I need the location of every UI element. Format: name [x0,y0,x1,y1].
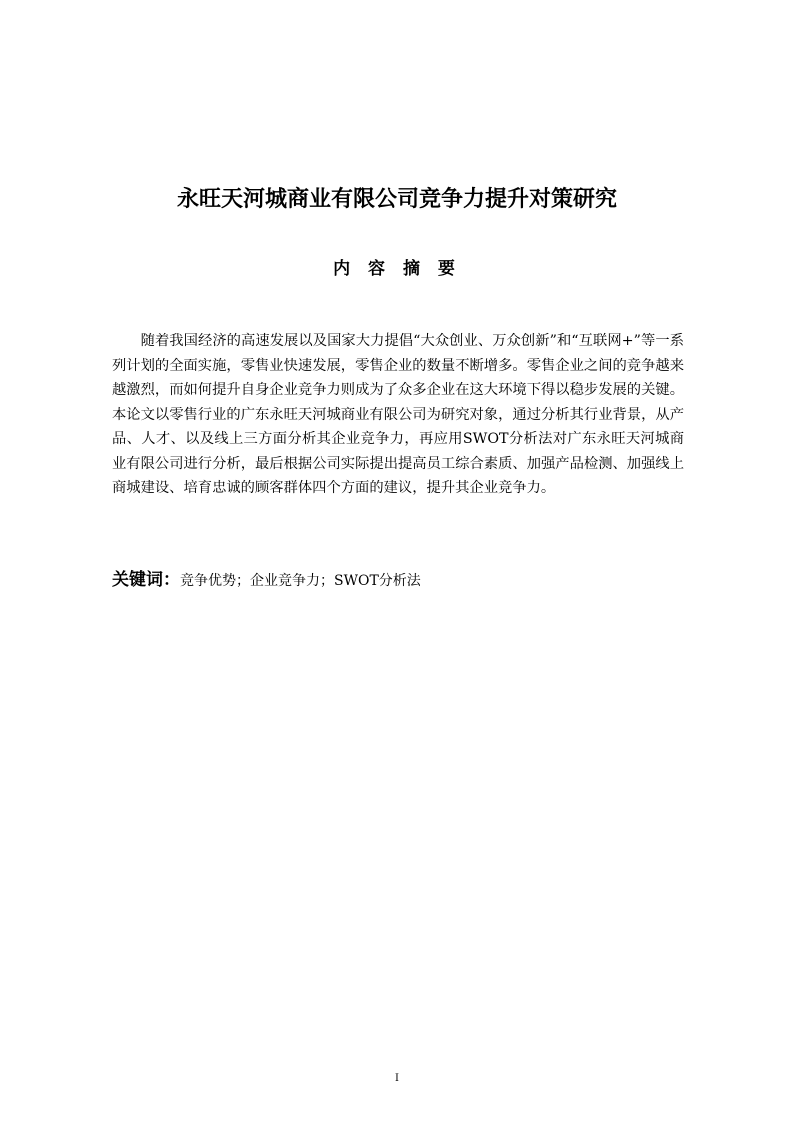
page-number: I [395,1073,399,1084]
paper-title: 永旺天河城商业有限公司竞争力提升对策研究 [176,187,617,212]
keywords-label: 关键词： [112,570,180,590]
abstract-heading: 内 容 摘 要 [333,259,461,279]
keywords-value: 竞争优势；企业竞争力；SWOT分析法 [180,573,421,589]
keywords-line [112,568,692,593]
abstract-paragraph: 随着我国经济的高速发展以及国家大力提倡“大众创业、万众创新”和“互联网+”等一系列计划的全面实施，零售业快速发展，零售企业的数量不断增多。零售企业之间的竞争越来越激烈，而如何提升自身企业竞争力则成为了众多企业在这大环境下得以稳步发展的关键。本论文以零售行业的广东永旺天河城商业有限公司为研究对象，通过分析其行业背景，从产品、人才、以及线上三方面分析其企业竞争力，再应用SWOT分析法对广东永旺天河城商业有限公司进行分析，最后根据公司实际提出提高员工综合素质、加强产品检测、加强线上商城建设、培育忠诚的顾客群体四个方面的建议，提升其企业竞争力。 [112,333,684,496]
